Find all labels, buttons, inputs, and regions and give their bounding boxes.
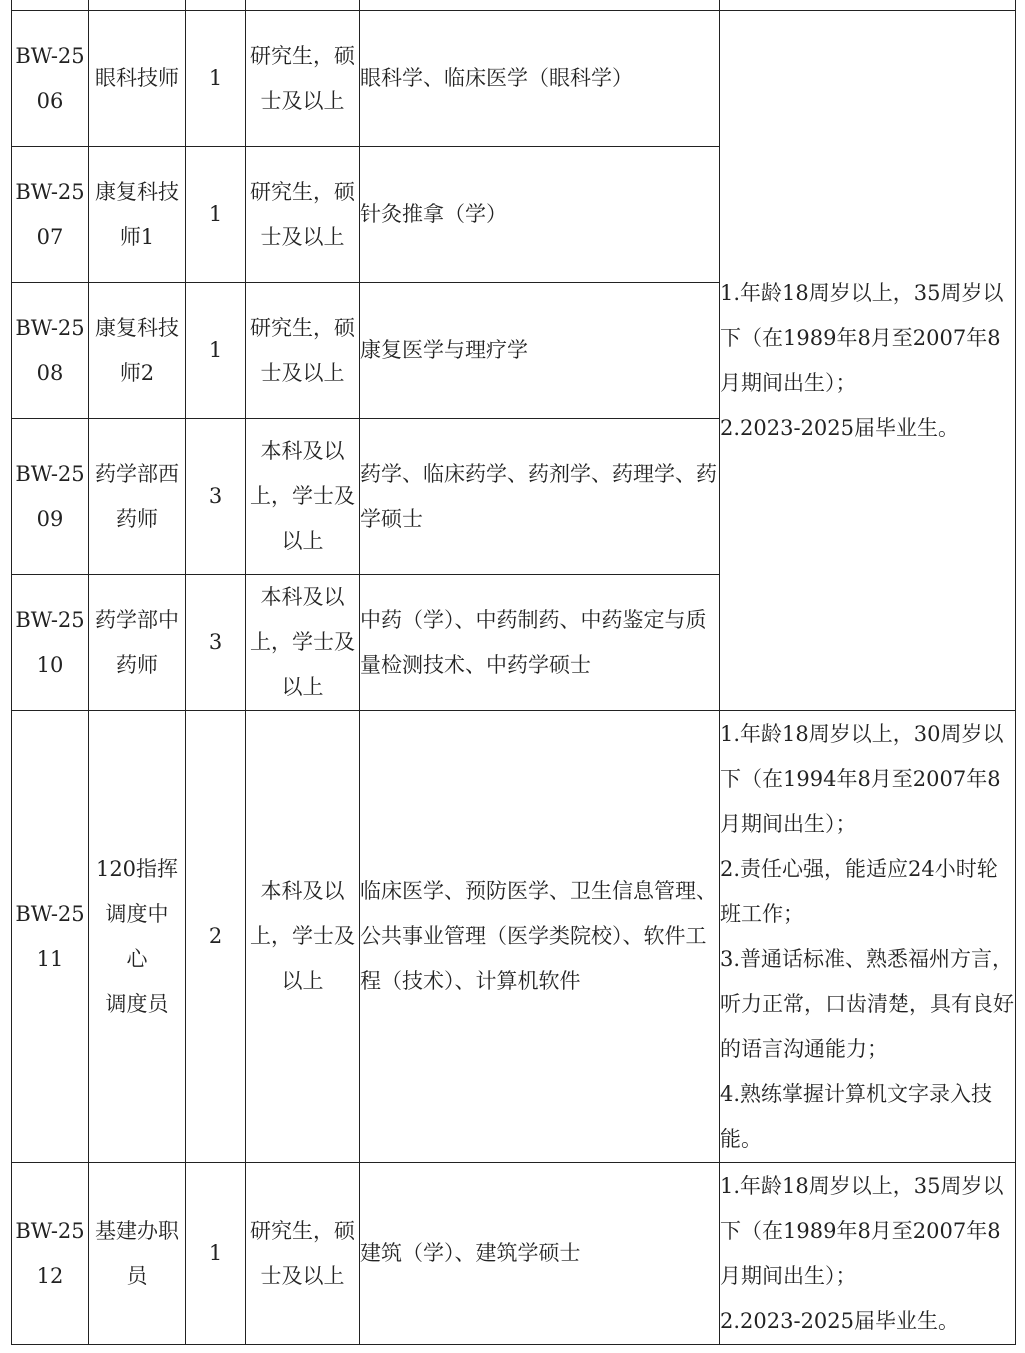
education-requirement: 本科及以上，学士及以上 [246,575,360,711]
position-code: BW-2511 [12,711,89,1163]
table-cell [246,0,360,11]
requirement-line: 2.2023-2025届毕业生。 [720,415,960,440]
position-name: 康复科技师1 [89,147,186,283]
hiring-count: 1 [186,11,246,147]
position-name [89,711,186,1163]
other-requirements [720,1163,1016,1345]
major-requirement: 康复医学与理疗学 [360,283,720,419]
position-code: BW-2506 [12,11,89,147]
other-requirements [720,711,1016,1163]
table-cell [12,0,89,11]
education-requirement: 本科及以上，学士及以上 [246,419,360,575]
major-requirement: 药学、临床药学、药剂学、药理学、药学硕士 [360,419,720,575]
major-requirement: 建筑（学）、建筑学硕士 [360,1163,720,1345]
education-requirement: 研究生，硕士及以上 [246,283,360,419]
hiring-count: 2 [186,711,246,1163]
major-requirement: 针灸推拿（学） [360,147,720,283]
hiring-count: 3 [186,419,246,575]
education-requirement: 研究生，硕士及以上 [246,11,360,147]
requirement-line: 4.熟练掌握计算机文字录入技能。 [720,1081,993,1151]
table-cell [720,0,1016,11]
table-cell [89,0,186,11]
education-requirement: 本科及以上，学士及以上 [246,711,360,1163]
education-requirement: 研究生，硕士及以上 [246,147,360,283]
requirement-line: 1.年龄18周岁以上，35周岁以下（在1989年8月至2007年8月期间出生）； [720,280,1004,395]
education-requirement: 研究生，硕士及以上 [246,1163,360,1345]
major-requirement: 眼科学、临床医学（眼科学） [360,11,720,147]
position-name: 基建办职员 [89,1163,186,1345]
position-name: 药学部中药师 [89,575,186,711]
hiring-count: 1 [186,283,246,419]
table-row [12,711,1016,1163]
other-requirements [720,11,1016,711]
position-code: BW-2509 [12,419,89,575]
requirement-line: 2.责任心强，能适应24小时轮班工作； [720,856,998,926]
table-cell [360,0,720,11]
table-row [12,1163,1016,1345]
position-name: 眼科技师 [89,11,186,147]
position-name: 康复科技师2 [89,283,186,419]
position-name-line: 心 [126,946,148,971]
requirement-line: 1.年龄18周岁以上，35周岁以下（在1989年8月至2007年8月期间出生）； [720,1173,1004,1288]
position-name-line: 调度中 [105,901,169,926]
major-requirement: 中药（学）、中药制药、中药鉴定与质量检测技术、中药学硕士 [360,575,720,711]
hiring-count: 3 [186,575,246,711]
hiring-count: 1 [186,1163,246,1345]
table-row [12,0,1016,11]
position-name-line: 调度员 [105,991,169,1016]
requirement-line: 1.年龄18周岁以上，30周岁以下（在1994年8月至2007年8月期间出生）； [720,721,1004,836]
position-code: BW-2508 [12,283,89,419]
requirement-line: 2.2023-2025届毕业生。 [720,1308,960,1333]
position-name-line: 120指挥 [95,856,179,881]
requirement-line: 3.普通话标准、熟悉福州方言，听力正常，口齿清楚，具有良好的语言沟通能力； [720,946,1014,1061]
position-code: BW-2507 [12,147,89,283]
major-requirement: 临床医学、预防医学、卫生信息管理、公共事业管理（医学类院校）、软件工程（技术）、计算机软件 [360,711,720,1163]
position-code: BW-2510 [12,575,89,711]
hiring-count: 1 [186,147,246,283]
table-row [12,11,1016,147]
recruitment-table [11,0,1016,1345]
position-code: BW-2512 [12,1163,89,1345]
table-cell [186,0,246,11]
position-name: 药学部西药师 [89,419,186,575]
